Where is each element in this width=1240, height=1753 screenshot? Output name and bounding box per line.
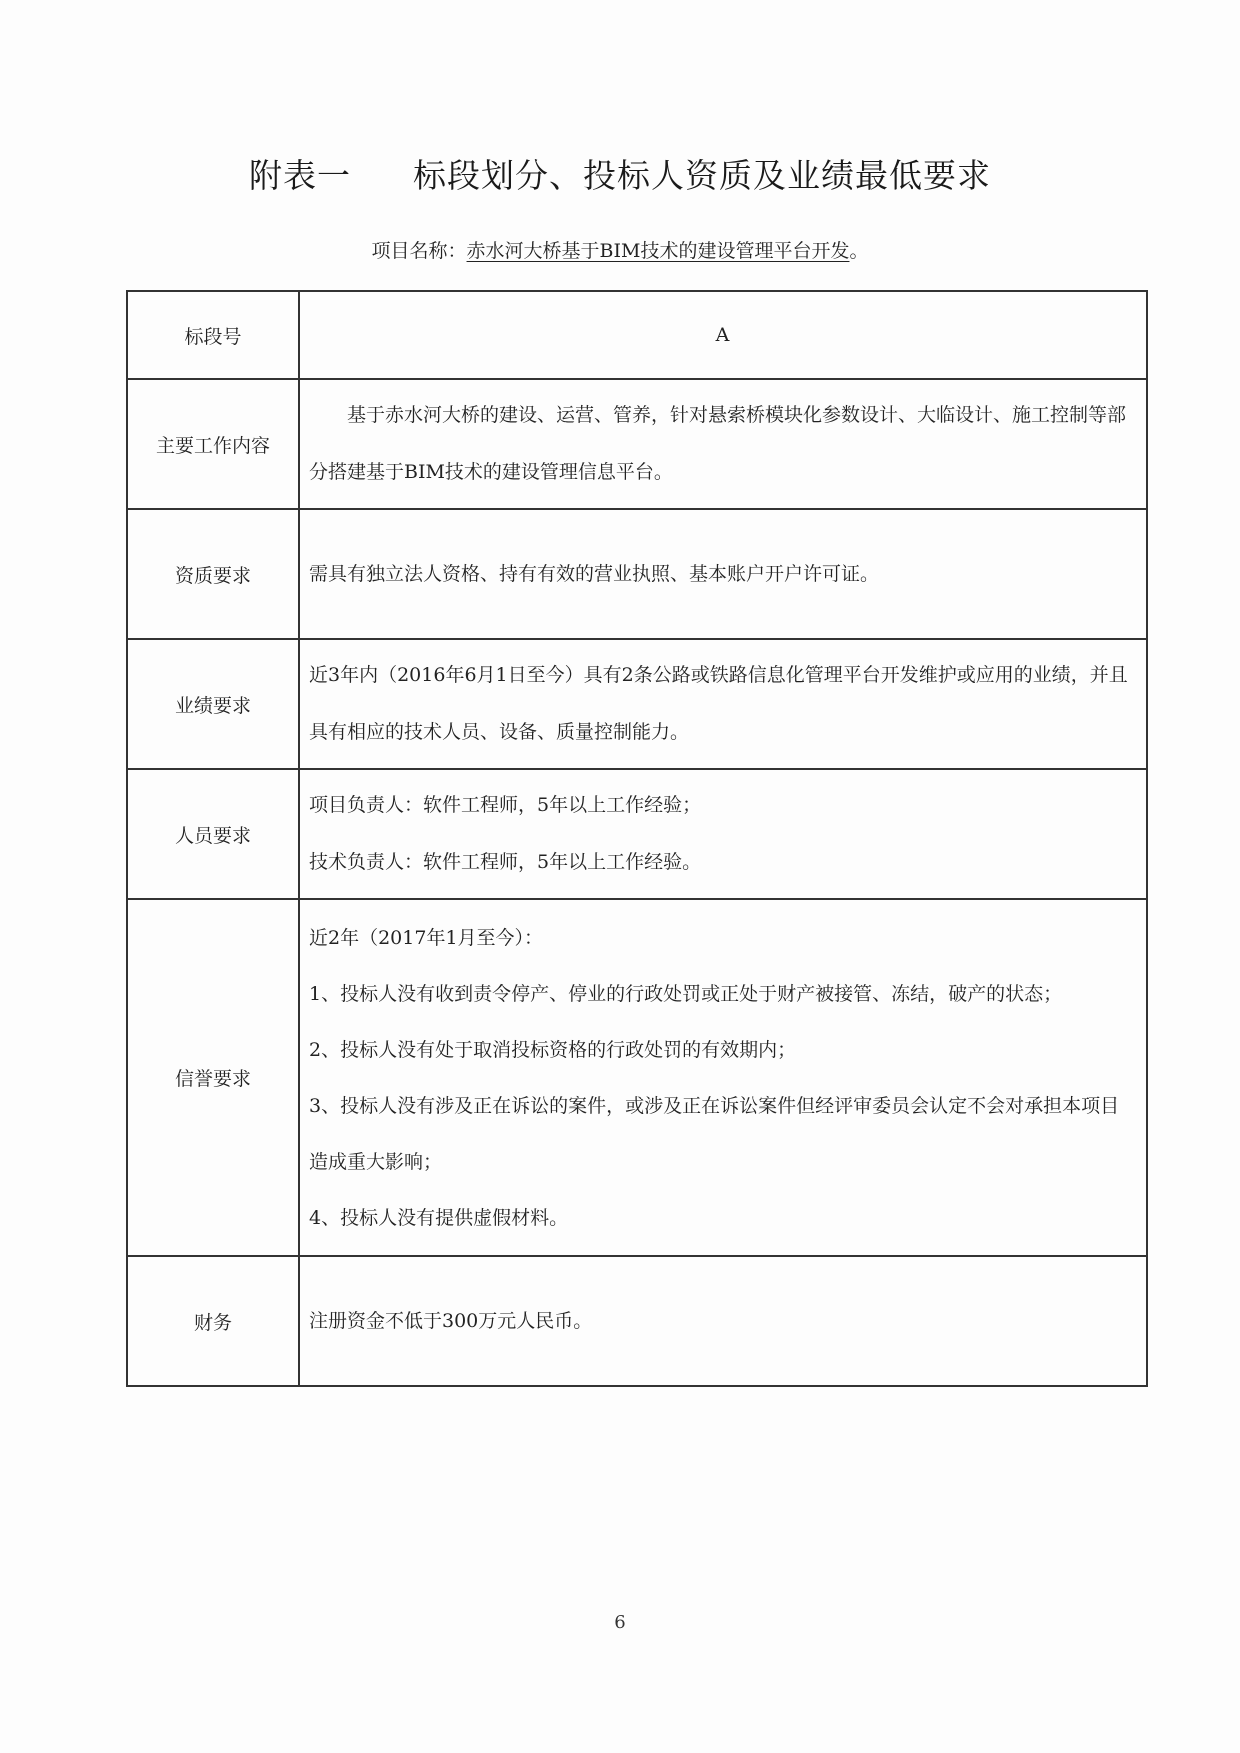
table-row [127,769,1147,899]
row-value [299,291,1147,379]
table-row [127,509,1147,639]
row-value [299,379,1147,509]
document-title [0,150,1240,197]
row-text: 技术负责人：软件工程师，5年以上工作经验。 [309,851,702,873]
row-label: 信誉要求 [127,899,299,1256]
row-text: 近3年内（2016年6月1日至今）具有2条公路或铁路信息化管理平台开发维护或应用的业绩，并且具有相应的技术人员、设备、质量控制能力。 [309,664,1128,743]
table-row [127,379,1147,509]
project-line [0,236,1240,263]
row-label: 资质要求 [127,509,299,639]
table-row [127,291,1147,379]
row-text: 需具有独立法人资格、持有有效的营业执照、基本账户开户许可证。 [309,562,880,585]
table-row [127,639,1147,769]
requirements-table [126,290,1148,1387]
page-number: 6 [614,1612,626,1633]
row-label: 主要工作内容 [127,379,299,509]
table-row [127,1256,1147,1386]
project-end: 。 [849,240,869,262]
table-row [127,899,1147,1256]
row-label: 业绩要求 [127,639,299,769]
row-label: 财务 [127,1256,299,1386]
project-label: 项目名称： [371,240,467,262]
project-name: 赤水河大桥基于BIM技术的建设管理平台开发 [466,240,850,262]
row-value [299,639,1147,769]
section-id: A [715,323,730,346]
row-text: 1、投标人没有收到责令停产、停业的行政处罚或正处于财产被接管、冻结，破产的状态； [309,982,1063,1005]
row-text: 近2年（2017年1月至今）： [309,926,544,949]
title-prefix: 附表一 [249,156,351,195]
row-text: 3、投标人没有涉及正在诉讼的案件，或涉及正在诉讼案件但经评审委员会认定不会对承担本项目造成重大影响； [309,1094,1120,1173]
title-main: 标段划分、投标人资质及业绩最低要求 [413,156,991,195]
row-text: 基于赤水河大桥的建设、运营、管养，针对悬索桥模块化参数设计、大临设计、施工控制等部分搭建基于BIM技术的建设管理信息平台。 [309,404,1127,483]
row-text: 项目负责人：软件工程师，5年以上工作经验； [309,794,702,816]
row-value [299,899,1147,1256]
row-label: 标段号 [127,291,299,379]
row-value [299,1256,1147,1386]
row-value [299,769,1147,899]
row-text: 注册资金不低于300万元人民币。 [309,1309,593,1332]
row-text: 2、投标人没有处于取消投标资格的行政处罚的有效期内； [309,1038,797,1061]
row-text: 4、投标人没有提供虚假材料。 [309,1206,569,1229]
row-label: 人员要求 [127,769,299,899]
row-value [299,509,1147,639]
